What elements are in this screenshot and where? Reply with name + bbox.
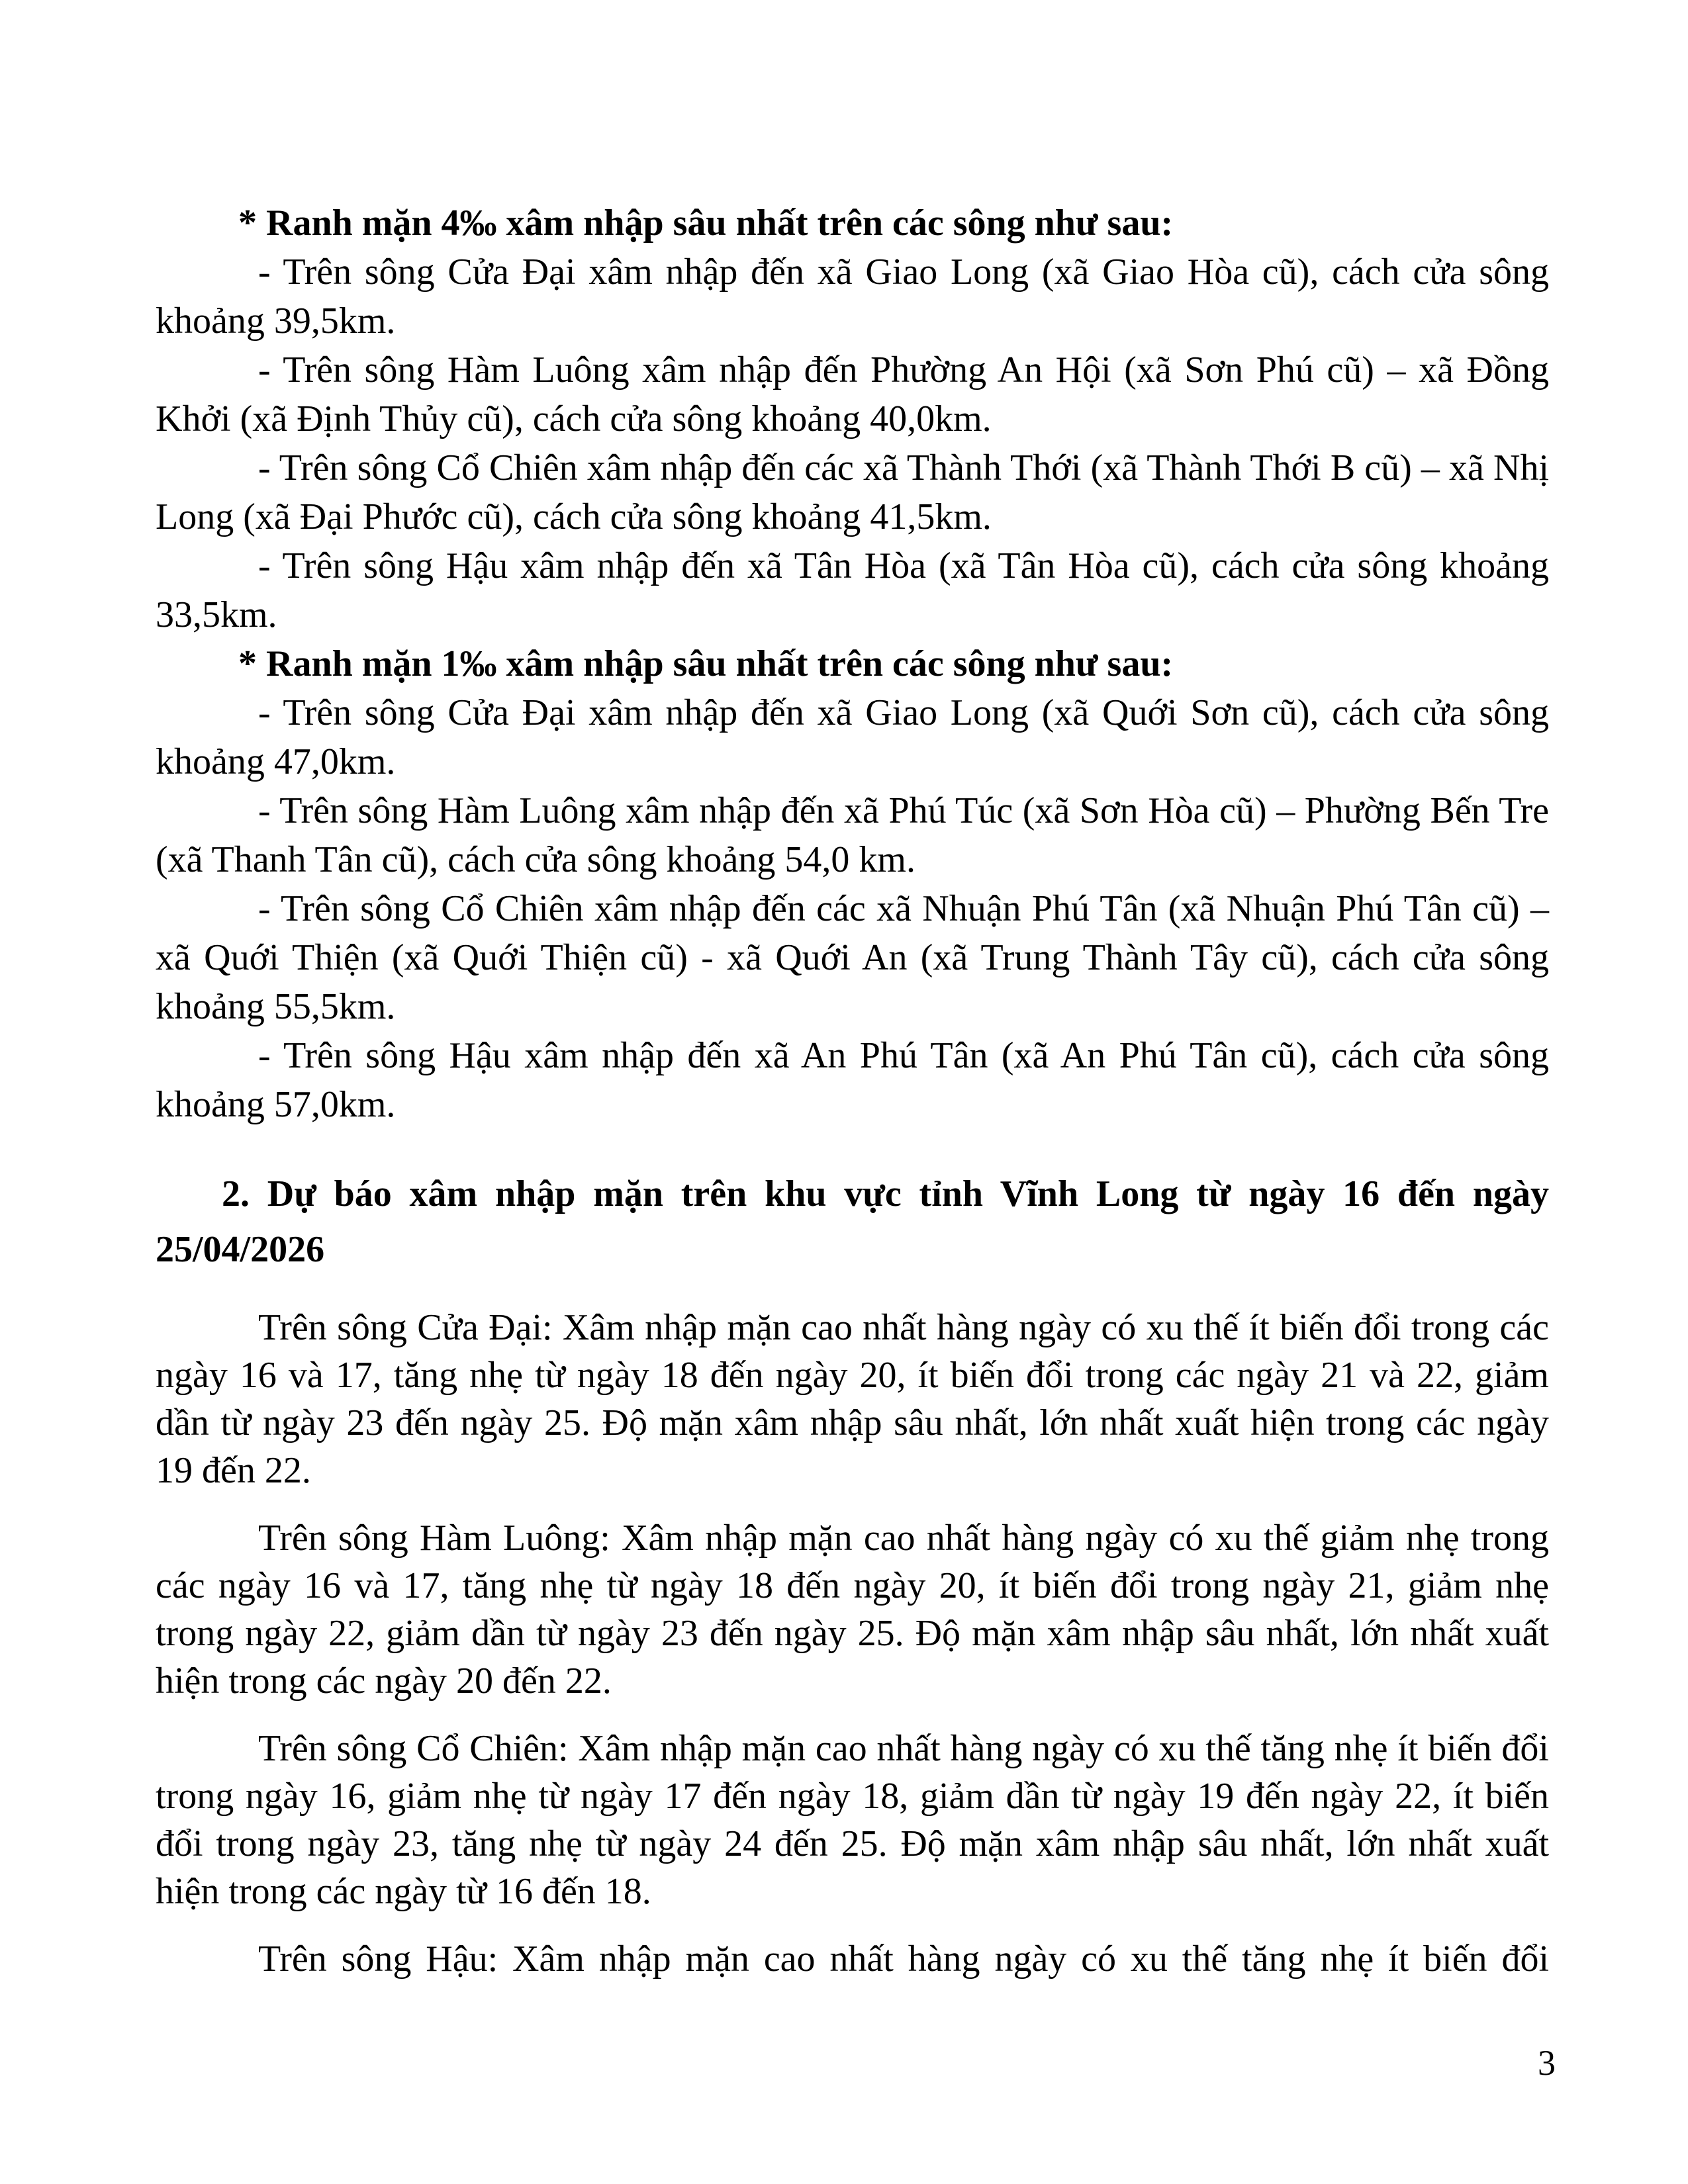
page-number: 3 xyxy=(1538,2043,1556,2083)
list-item-co-chien-4: - Trên sông Cổ Chiên xâm nhập đến các xã Thành Thới (xã Thành Thới B cũ) – xã Nhị Long (xã Đại Phước cũ), cách cửa sông khoảng 41,5km. xyxy=(156,447,1549,537)
heading-forecast-line2: 25/04/2026 xyxy=(156,1229,325,1270)
paragraph-cua-dai-forecast: Trên sông Cửa Đại: Xâm nhập mặn cao nhất hàng ngày có xu thế ít biến đổi trong các ngày 16 và 17, tăng nhẹ từ ngày 18 đến ngày 20, ít biến đổi trong các ngày 21 và 22, giảm dần từ ngày 23 đến ngày 25. Độ mặn xâm nhập sâu nhất, lớn nhất xuất hiện trong các ngày 19 đến 22. xyxy=(156,1307,1549,1491)
list-item-ham-luong-4: - Trên sông Hàm Luông xâm nhập đến Phường An Hội (xã Sơn Phú cũ) – xã Đồng Khởi (xã Định Thủy cũ), cách cửa sông khoảng 40,0km. xyxy=(156,349,1549,439)
list-item-ham-luong-1: - Trên sông Hàm Luông xâm nhập đến xã Phú Túc (xã Sơn Hòa cũ) – Phường Bến Tre (xã Thanh Tân cũ), cách cửa sông khoảng 54,0 km. xyxy=(156,790,1549,880)
heading-salinity-boundary-4: * Ranh mặn 4‰ xâm nhập sâu nhất trên các sông như sau: xyxy=(238,203,1174,244)
list-item-co-chien-1: - Trên sông Cổ Chiên xâm nhập đến các xã Nhuận Phú Tân (xã Nhuận Phú Tân cũ) – xã Quới Thiện (xã Quới Thiện cũ) - xã Quới An (xã Trung Thành Tây cũ), cách cửa sông khoảng 55,5km. xyxy=(156,888,1549,1027)
list-item-cua-dai-1: - Trên sông Cửa Đại xâm nhập đến xã Giao Long (xã Quới Sơn cũ), cách cửa sông khoảng 47,0km. xyxy=(156,692,1549,782)
list-item-hau-1: - Trên sông Hậu xâm nhập đến xã An Phú Tân (xã An Phú Tân cũ), cách cửa sông khoảng 57,0km. xyxy=(156,1035,1549,1125)
heading-salinity-boundary-1: * Ranh mặn 1‰ xâm nhập sâu nhất trên các sông như sau: xyxy=(238,643,1174,684)
heading-forecast-section xyxy=(156,1166,1549,1277)
list-item-cua-dai-4: - Trên sông Cửa Đại xâm nhập đến xã Giao Long (xã Giao Hòa cũ), cách cửa sông khoảng 39,5km. xyxy=(156,251,1549,341)
paragraph-co-chien-forecast: Trên sông Cổ Chiên: Xâm nhập mặn cao nhất hàng ngày có xu thế tăng nhẹ ít biến đổi trong ngày 16, giảm nhẹ từ ngày 17 đến ngày 18, giảm dần từ ngày 19 đến ngày 22, ít biến đổi trong ngày 23, tăng nhẹ từ ngày 24 đến 25. Độ mặn xâm nhập sâu nhất, lớn nhất xuất hiện trong các ngày từ 16 đến 18. xyxy=(156,1728,1549,1912)
paragraph-hau-forecast: Trên sông Hậu: Xâm nhập mặn cao nhất hàng ngày có xu thế tăng nhẹ ít biến đổi xyxy=(258,1938,1549,1979)
paragraph-ham-luong-forecast: Trên sông Hàm Luông: Xâm nhập mặn cao nhất hàng ngày có xu thế giảm nhẹ trong các ngày 16 và 17, tăng nhẹ từ ngày 18 đến ngày 20, ít biến đổi trong ngày 21, giảm nhẹ trong ngày 22, giảm dần từ ngày 23 đến ngày 25. Độ mặn xâm nhập sâu nhất, lớn nhất xuất hiện trong các ngày 20 đến 22. xyxy=(156,1518,1549,1702)
heading-forecast-line1: 2. Dự báo xâm nhập mặn trên khu vực tỉnh Vĩnh Long từ ngày 16 đến ngày xyxy=(222,1173,1549,1214)
list-item-hau-4: - Trên sông Hậu xâm nhập đến xã Tân Hòa (xã Tân Hòa cũ), cách cửa sông khoảng 33,5km. xyxy=(156,545,1549,635)
